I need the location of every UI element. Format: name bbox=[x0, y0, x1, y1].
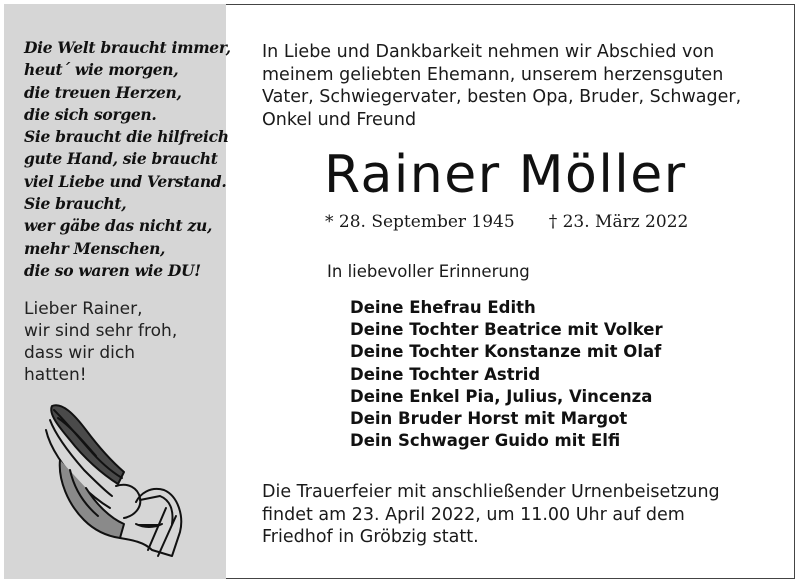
personal-message bbox=[24, 298, 177, 386]
poem-line: Die Welt braucht immer, bbox=[24, 38, 231, 57]
intro-line: Vater, Schwiegervater, besten Opa, Bruder, Schwager, bbox=[262, 87, 742, 107]
deceased-name: Rainer Möller bbox=[324, 145, 687, 205]
poem-line: mehr Menschen, bbox=[24, 238, 166, 258]
personal-line: dass wir dich bbox=[24, 343, 135, 363]
death-date: † 23. März 2022 bbox=[548, 212, 689, 232]
poem-line: gute Hand, sie braucht bbox=[24, 149, 218, 169]
mourners-list bbox=[350, 297, 663, 452]
intro-line: Onkel und Freund bbox=[262, 109, 417, 130]
intro-line: meinem geliebten Ehemann, unserem herzensguten bbox=[262, 64, 724, 85]
funeral-line: Die Trauerfeier mit anschließender Urnenbeisetzung bbox=[262, 482, 720, 502]
life-dates bbox=[325, 210, 688, 234]
funeral-line: Friedhof in Gröbzig statt. bbox=[262, 527, 479, 547]
personal-line: wir sind sehr froh, bbox=[24, 321, 178, 341]
mourner-item: Dein Schwager Guido mit Elfi bbox=[350, 431, 621, 451]
personal-line: Lieber Rainer, bbox=[24, 299, 143, 319]
mourner-item: Deine Enkel Pia, Julius, Vincenza bbox=[350, 386, 653, 406]
poem-line: die so waren wie DU! bbox=[24, 260, 201, 280]
poem-line: wer gäbe das nicht zu, bbox=[24, 216, 213, 236]
mourner-item: Deine Ehefrau Edith bbox=[350, 298, 536, 317]
poem-line: heut´ wie morgen, bbox=[24, 60, 179, 80]
poem bbox=[24, 37, 231, 282]
poem-line: Sie braucht, bbox=[24, 194, 127, 214]
funeral-line: findet am 23. April 2022, um 11.00 Uhr auf dem bbox=[262, 504, 685, 525]
poem-line: die treuen Herzen, bbox=[24, 82, 182, 102]
poem-line: viel Liebe und Verstand. bbox=[24, 171, 227, 191]
birth-date: * 28. September 1945 bbox=[325, 212, 515, 232]
praying-hands-icon bbox=[40, 400, 188, 558]
intro-text bbox=[262, 41, 782, 131]
intro-line: In Liebe und Dankbarkeit nehmen wir Abschied von bbox=[262, 42, 715, 62]
mourner-item: Dein Bruder Horst mit Margot bbox=[350, 409, 628, 429]
mourner-item: Deine Tochter Konstanze mit Olaf bbox=[350, 342, 662, 362]
mourner-item: Deine Tochter Beatrice mit Volker bbox=[350, 320, 663, 340]
personal-line: hatten! bbox=[24, 365, 87, 385]
funeral-info bbox=[262, 481, 782, 549]
mourner-item: Deine Tochter Astrid bbox=[350, 364, 541, 384]
memory-line: In liebevoller Erinnerung bbox=[327, 262, 530, 281]
poem-line: Sie braucht die hilfreich bbox=[24, 127, 229, 147]
poem-line: die sich sorgen. bbox=[24, 104, 157, 124]
